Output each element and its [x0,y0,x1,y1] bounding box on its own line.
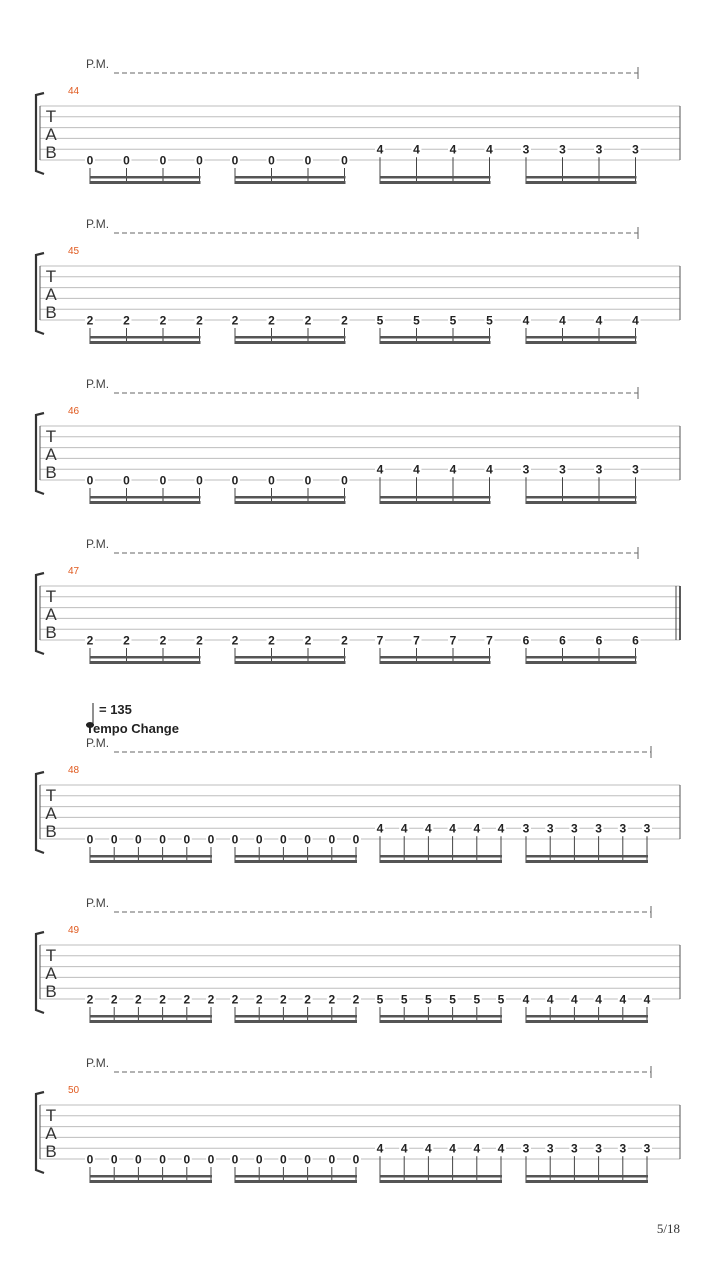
fret-number: 3 [559,142,566,157]
fret-number: 0 [86,153,94,168]
tab-clef-letter: B [45,463,57,482]
tab-clef-letter: A [45,804,57,823]
palm-mute-label: P.M. [86,896,110,910]
fret-number: 0 [231,473,239,488]
beam-secondary [526,176,637,179]
fret-number: 2 [196,313,203,328]
fret-number: 5 [413,313,420,328]
fret-number: 0 [304,153,312,168]
beam-secondary [235,1175,357,1178]
fret-number: 5 [376,313,384,328]
tab-clef-letter: B [45,303,57,322]
fret-number: 0 [268,473,275,488]
fret-number: 3 [571,1141,578,1156]
fret-number: 0 [135,832,142,847]
tempo-value: = 135 [99,702,132,717]
tab-system [36,896,680,1023]
beam-secondary [90,1015,212,1018]
fret-number: 0 [341,473,348,488]
beam-primary [235,860,357,863]
fret-number: 2 [183,992,191,1007]
beam-primary [235,661,346,664]
fret-number: 3 [522,142,530,157]
fret-number: 4 [400,821,408,836]
fret-number: 7 [449,633,457,648]
tab-clef-letter: B [45,143,57,162]
fret-number: 0 [328,832,336,847]
beam-secondary [526,336,637,339]
beam-primary [235,341,346,344]
fret-number: 4 [425,821,432,836]
fret-number: 2 [231,992,239,1007]
tab-clef-letter: A [45,285,57,304]
fret-number: 3 [619,1141,627,1156]
fret-number: 4 [473,821,481,836]
fret-number: 4 [376,821,384,836]
beam-primary [380,181,491,184]
fret-number: 4 [449,1141,456,1156]
tab-clef-letter: A [45,125,57,144]
fret-number: 2 [328,992,336,1007]
fret-number: 0 [255,832,263,847]
fret-number: 4 [595,992,602,1007]
fret-number: 5 [425,992,432,1007]
palm-mute-label: P.M. [86,217,110,231]
fret-number: 0 [110,832,118,847]
fret-number: 3 [595,1141,602,1156]
beam-secondary [526,656,637,659]
fret-number: 3 [522,462,530,477]
fret-number: 0 [196,473,203,488]
fret-number: 4 [632,313,639,328]
fret-number: 4 [571,992,578,1007]
fret-number: 2 [135,992,142,1007]
beam-secondary [235,855,357,858]
beam-secondary [526,1175,648,1178]
fret-number: 2 [352,992,360,1007]
fret-number: 4 [486,142,493,157]
fret-number: 5 [449,992,456,1007]
beam-primary [90,501,201,504]
tab-clef-letter: B [45,822,57,841]
beam-primary [90,341,201,344]
tab-clef-letter: T [45,1106,57,1125]
tab-clef-letter: A [45,605,57,624]
fret-number: 2 [123,633,130,648]
fret-number: 2 [231,633,239,648]
beam-secondary [380,336,491,339]
beam-primary [380,1180,502,1183]
beam-primary [526,181,637,184]
fret-number: 3 [546,821,554,836]
beam-primary [90,860,212,863]
fret-number: 0 [183,832,191,847]
measure-number: 48 [68,765,80,776]
fret-number: 4 [619,992,627,1007]
fret-number: 5 [473,992,481,1007]
tab-clef-letter: T [45,267,57,286]
fret-number: 3 [632,462,639,477]
fret-number: 0 [86,473,94,488]
fret-number: 3 [595,821,602,836]
fret-number: 3 [522,821,530,836]
measure-number: 49 [68,925,80,936]
beam-primary [235,501,346,504]
fret-number: 7 [413,633,420,648]
tab-clef-letter: T [45,786,57,805]
fret-number: 0 [123,153,130,168]
fret-number: 0 [231,1152,239,1167]
beam-primary [235,181,346,184]
fret-number: 2 [255,992,263,1007]
measure-number: 45 [68,246,80,257]
beam-primary [526,1020,648,1023]
beam-primary [90,661,201,664]
fret-number: 2 [159,313,167,328]
tab-clef-letter: A [45,964,57,983]
fret-number: 2 [304,313,312,328]
fret-number: 3 [595,142,603,157]
beam-secondary [235,656,346,659]
fret-number: 6 [559,633,566,648]
fret-number: 4 [473,1141,481,1156]
beam-secondary [90,656,201,659]
fret-number: 0 [207,1152,215,1167]
fret-number: 4 [522,992,530,1007]
fret-number: 0 [159,153,167,168]
fret-number: 7 [376,633,384,648]
fret-number: 6 [632,633,639,648]
fret-number: 4 [449,142,457,157]
fret-number: 0 [352,1152,360,1167]
beam-secondary [526,1015,648,1018]
fret-number: 4 [522,313,530,328]
fret-number: 3 [559,462,566,477]
fret-number: 0 [328,1152,336,1167]
fret-number: 0 [123,473,130,488]
beam-primary [90,1180,212,1183]
beam-secondary [380,656,491,659]
fret-number: 4 [449,462,457,477]
fret-number: 4 [400,1141,408,1156]
tempo-change-label: Tempo Change [86,721,179,736]
fret-number: 4 [413,142,420,157]
fret-number: 3 [571,821,578,836]
beam-primary [526,661,637,664]
fret-number: 4 [376,1141,384,1156]
beam-secondary [235,496,346,499]
palm-mute-label: P.M. [86,57,110,71]
fret-number: 0 [159,1152,166,1167]
fret-number: 4 [497,1141,505,1156]
fret-number: 5 [400,992,408,1007]
tab-clef-letter: B [45,623,57,642]
beam-secondary [90,855,212,858]
fret-number: 6 [595,633,603,648]
tab-system [36,217,680,344]
beam-primary [90,181,201,184]
fret-number: 0 [135,1152,142,1167]
beam-primary [235,1020,357,1023]
beam-secondary [235,176,346,179]
fret-number: 0 [231,832,239,847]
fret-number: 3 [643,821,651,836]
fret-number: 3 [643,1141,651,1156]
tab-clef-letter: T [45,107,57,126]
fret-number: 5 [449,313,457,328]
fret-number: 2 [231,313,239,328]
fret-number: 4 [497,821,505,836]
fret-number: 0 [231,153,239,168]
fret-number: 3 [619,821,627,836]
beam-primary [380,1020,502,1023]
beam-primary [526,860,648,863]
beam-secondary [380,496,491,499]
palm-mute-label: P.M. [86,1056,110,1070]
fret-number: 3 [522,1141,530,1156]
fret-number: 2 [304,992,311,1007]
beam-secondary [235,336,346,339]
fret-number: 4 [595,313,603,328]
beam-primary [380,860,502,863]
fret-number: 4 [546,992,554,1007]
fret-number: 0 [110,1152,118,1167]
tab-clef-letter: A [45,1124,57,1143]
fret-number: 4 [425,1141,432,1156]
measure-number: 44 [68,86,80,97]
fret-number: 4 [559,313,566,328]
palm-mute-label: P.M. [86,736,110,750]
page-number: 5/18 [656,1221,680,1236]
fret-number: 0 [352,832,360,847]
tab-clef-letter: T [45,427,57,446]
beam-secondary [90,176,201,179]
beam-primary [380,341,491,344]
tab-system [36,377,680,504]
fret-number: 2 [341,313,348,328]
fret-number: 0 [196,153,203,168]
beam-primary [526,341,637,344]
fret-number: 0 [86,832,94,847]
beam-primary [380,661,491,664]
fret-number: 3 [546,1141,554,1156]
tab-clef-letter: A [45,445,57,464]
tab-system [36,1056,680,1183]
fret-number: 2 [86,992,94,1007]
tab-clef-letter: B [45,1142,57,1161]
palm-mute-label: P.M. [86,377,110,391]
beam-secondary [526,496,637,499]
beam-primary [90,1020,212,1023]
fret-number: 2 [196,633,203,648]
tab-clef-letter: T [45,587,57,606]
beam-primary [526,501,637,504]
tab-clef-letter: B [45,982,57,1001]
tab-clef-letter: T [45,946,57,965]
palm-mute-label: P.M. [86,537,110,551]
fret-number: 0 [280,832,287,847]
fret-number: 0 [159,832,166,847]
tab-system [36,702,680,863]
measure-number: 47 [68,566,80,577]
beam-secondary [380,176,491,179]
fret-number: 5 [376,992,384,1007]
fret-number: 0 [304,1152,311,1167]
fret-number: 2 [123,313,130,328]
beam-secondary [380,1175,502,1178]
fret-number: 2 [159,633,167,648]
fret-number: 2 [304,633,312,648]
fret-number: 2 [280,992,287,1007]
fret-number: 2 [268,633,275,648]
fret-number: 2 [207,992,215,1007]
fret-number: 0 [183,1152,191,1167]
fret-number: 0 [86,1152,94,1167]
tab-system [36,537,680,664]
beam-secondary [526,855,648,858]
fret-number: 2 [110,992,118,1007]
fret-number: 6 [522,633,530,648]
fret-number: 2 [341,633,348,648]
fret-number: 0 [255,1152,263,1167]
page-number-box [600,1220,680,1238]
tab-system [36,57,680,184]
fret-number: 4 [376,462,384,477]
fret-number: 4 [643,992,651,1007]
beam-primary [235,1180,357,1183]
beam-primary [380,501,491,504]
beam-primary [526,1180,648,1183]
fret-number: 0 [304,473,312,488]
fret-number: 2 [86,313,94,328]
fret-number: 3 [595,462,603,477]
measure-number: 46 [68,406,80,417]
fret-number: 0 [268,153,275,168]
fret-number: 2 [86,633,94,648]
beam-secondary [380,855,502,858]
fret-number: 4 [376,142,384,157]
fret-number: 0 [159,473,167,488]
fret-number: 2 [159,992,166,1007]
fret-number: 2 [268,313,275,328]
beam-secondary [90,1175,212,1178]
fret-number: 3 [632,142,639,157]
measure-number: 50 [68,1085,80,1096]
fret-number: 7 [486,633,493,648]
fret-number: 4 [449,821,456,836]
fret-number: 4 [486,462,493,477]
fret-number: 0 [304,832,311,847]
fret-number: 5 [486,313,493,328]
beam-secondary [380,1015,502,1018]
fret-number: 0 [207,832,215,847]
fret-number: 0 [341,153,348,168]
beam-secondary [235,1015,357,1018]
fret-number: 5 [497,992,505,1007]
beam-secondary [90,496,201,499]
fret-number: 4 [413,462,420,477]
fret-number: 0 [280,1152,287,1167]
beam-secondary [90,336,201,339]
